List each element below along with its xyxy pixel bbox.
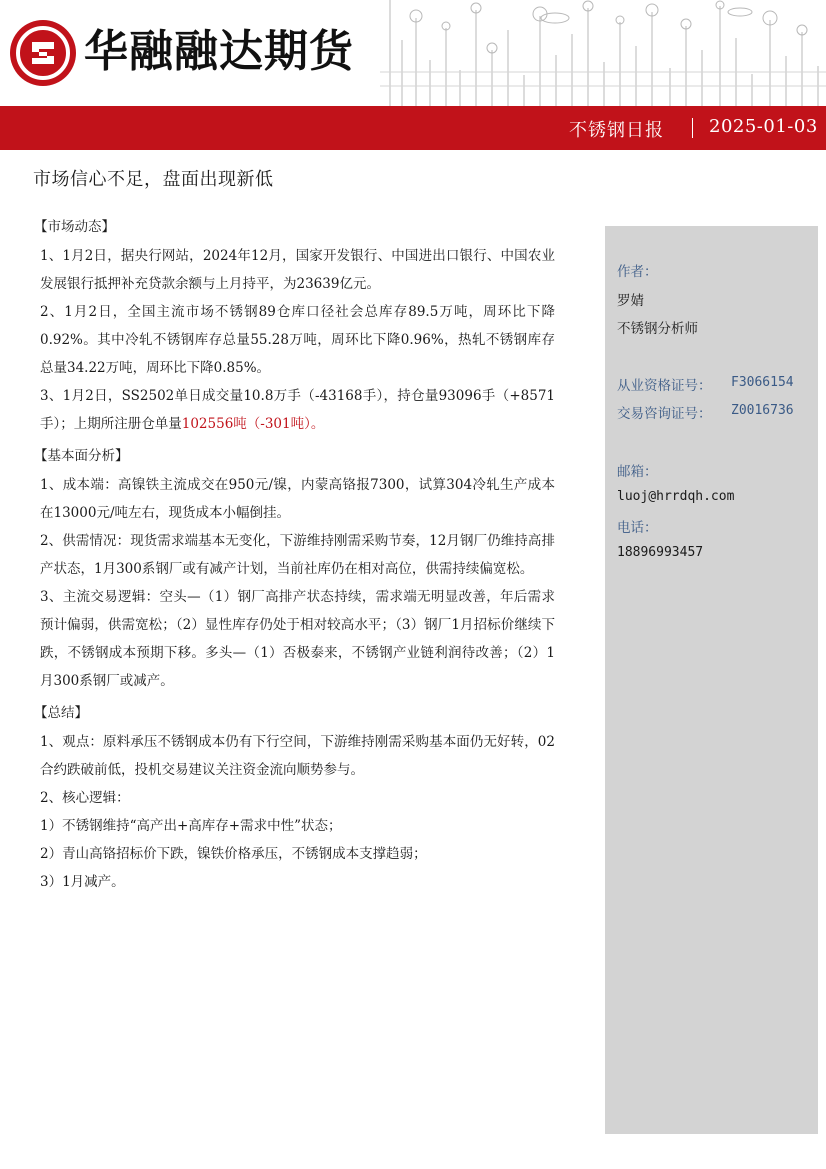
- page-headline: 市场信心不足，盘面出现新低: [33, 169, 274, 190]
- email-address: luoj@hrrdqh.com: [617, 489, 735, 504]
- paragraph: 3、主流交易逻辑：空头—（1）钢厂高排产状态持续，需求端无明显改善，年后需求预计偏弱，供需宽松；（2）显性库存仍处于相对较高水平；（3）钢厂1月招标价继续下跌，不锈钢成本预期下移。多头—（1）否极泰来，不锈钢产业链利润待改善；（2）1月300系钢厂或减产。: [40, 589, 555, 689]
- section-title-market: 【市场动态】: [34, 219, 115, 235]
- author-label: 作者：: [617, 264, 658, 280]
- main-content: [34, 213, 555, 896]
- paragraph: 1、成本端：高镍铁主流成交在950元/镍，内蒙高铬报7300，试算304冷轧生产成本在13000元/吨左右，现货成本小幅倒挂。: [40, 477, 555, 521]
- company-name: 华融融达期货: [84, 26, 354, 77]
- email-label: 邮箱：: [617, 464, 658, 480]
- paragraph: 1）不锈钢维持“高产出+高库存+需求中性”状态；: [40, 818, 342, 834]
- paragraph: 3）1月减产。: [40, 874, 125, 890]
- section-title-summary: 【总结】: [34, 705, 88, 721]
- paragraph: [40, 382, 555, 438]
- paragraph: 2、供需情况：现货需求端基本无变化，下游维持刚需采购节奏，12月钢厂仍维持高排产状态，1月300系钢厂或有减产计划，当前社库仍在相对高位，供需持续偏宽松。: [40, 533, 555, 577]
- consult-number: Z0016736: [731, 403, 794, 418]
- phone-label: 电话：: [617, 520, 658, 536]
- author-name: 罗婧: [617, 293, 644, 309]
- consult-label: 交易咨询证号：: [617, 406, 712, 422]
- report-title: 不锈钢日报: [569, 120, 664, 141]
- paragraph: 2）青山高铬招标价下跌，镍铁价格承压，不锈钢成本支撑趋弱；: [40, 846, 427, 862]
- phone-number: 18896993457: [617, 545, 704, 560]
- title-bar: [0, 106, 826, 150]
- report-date: 2025-01-03: [709, 116, 818, 137]
- author-title: 不锈钢分析师: [617, 321, 698, 337]
- paragraph-text: 3、1月2日，SS2502单日成交量10.8万手（-43168手），持仓量93096手（+8571手）；上期所注册仓单量: [40, 388, 555, 432]
- qualification-number: F3066154: [731, 375, 794, 390]
- section-title-fundamental: 【基本面分析】: [34, 448, 129, 464]
- highlighted-value: 102556吨（-301吨）。: [181, 416, 325, 432]
- paragraph: 1、1月2日，据央行网站，2024年12月，国家开发银行、中国进出口银行、中国农业发展银行抵押补充贷款余额与上月持平，为23639亿元。: [40, 248, 555, 292]
- author-sidebar: [605, 226, 818, 1134]
- company-logo-icon: [8, 18, 78, 88]
- paragraph: 2、核心逻辑：: [40, 790, 130, 806]
- paragraph: 1、观点：原料承压不锈钢成本仍有下行空间，下游维持刚需采购基本面仍无好转，02合约跌破前低，投机交易建议关注资金流向顺势参与。: [40, 734, 555, 778]
- title-separator: [692, 118, 693, 138]
- paragraph: 2、1月2日，全国主流市场不锈钢89仓库口径社会总库存89.5万吨，周环比下降0.92%。其中冷轧不锈钢库存总量55.28万吨，周环比下降0.96%，热轧不锈钢库存总量34.22万吨，周环比下降0.85%。: [40, 304, 555, 376]
- qualification-label: 从业资格证号：: [617, 378, 712, 394]
- decorative-lines-graphic: [380, 0, 826, 106]
- report-header: [0, 0, 826, 106]
